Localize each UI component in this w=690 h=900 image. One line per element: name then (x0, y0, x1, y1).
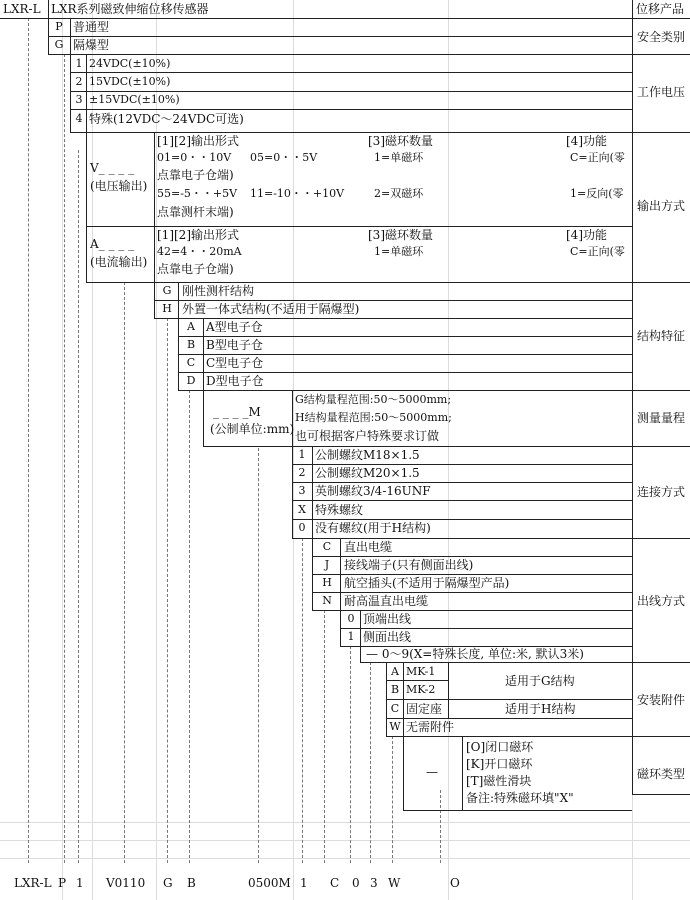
label-voltage: 工作电压 (636, 85, 685, 99)
housing-label-b: B型电子仓 (206, 338, 263, 352)
accessory-use-g: 适用于G结构 (505, 674, 575, 688)
thread-code-x: X (298, 503, 306, 516)
voltage-label-2: 15VDC(±10%) (89, 75, 171, 88)
housing-code-b: B (186, 338, 196, 351)
accessory-label-w: 无需附件 (406, 720, 455, 734)
accessory-use-h: 适用于H结构 (505, 702, 576, 716)
cable-label-c: 直出电缆 (344, 540, 393, 554)
structure-code-h: H (162, 302, 172, 315)
cable-label-h: 航空插头(不适用于隔爆型产品) (344, 576, 510, 590)
voltage-row2-d: 1=反向(零 (570, 187, 624, 200)
example-direction: 0 (352, 876, 360, 890)
accessory-code-w: W (389, 720, 401, 733)
accessory-code-b: B (390, 683, 400, 696)
voltage-code-4: 4 (75, 112, 83, 125)
safety-code-g: G (54, 38, 64, 51)
voltage-label-3: ±15VDC(±10%) (89, 93, 180, 106)
label-magnet: 磁环类型 (636, 767, 685, 781)
voltage-output-name: (电压输出) (90, 179, 148, 193)
thread-label-2: 公制螺纹M20×1.5 (315, 466, 420, 480)
example-output: V0110 (106, 876, 146, 890)
thread-label-3: 英制螺纹3/4-16UNF (315, 484, 431, 498)
label-cable: 出线方式 (636, 594, 685, 608)
direction-label-0: 顶端出线 (363, 612, 412, 626)
thread-code-3: 3 (298, 484, 306, 497)
voltage-col-rings: [3]磁环数量 (368, 134, 433, 148)
label-range: 测量量程 (636, 411, 685, 425)
accessory-label-a: MK-1 (406, 665, 436, 678)
example-structure: G (163, 876, 173, 890)
header-title: LXR系列磁致伸缩位移传感器 (51, 2, 209, 16)
voltage-row2-a: 55=-5・・+5V (157, 187, 238, 200)
label-safety: 安全类别 (636, 30, 685, 44)
example-cable-length: 3 (370, 876, 378, 890)
voltage-row2-b: 11=-10・・+10V (250, 187, 345, 200)
voltage-output-prefix: V_ _ _ _ (90, 161, 135, 175)
voltage-row2-e: 点靠测杆末端) (157, 205, 234, 219)
structure-label-g: 刚性测杆结构 (182, 284, 255, 298)
range-line-1: G结构量程范围:50～5000mm; (295, 393, 452, 406)
accessory-label-c: 固定座 (406, 702, 443, 716)
label-install: 安装附件 (636, 693, 685, 707)
example-housing: B (187, 876, 196, 890)
voltage-code-1: 1 (75, 57, 83, 70)
voltage-row1-a: 01=0・・10V (157, 151, 232, 164)
voltage-row2-c: 2=双磁环 (374, 187, 424, 200)
example-accessory: W (388, 876, 401, 890)
range-line-2: H结构量程范围:50～5000mm; (295, 411, 452, 424)
cable-code-h: H (322, 576, 332, 589)
direction-label-1: 侧面出线 (363, 630, 412, 644)
voltage-row1-c: 1=单磁环 (374, 151, 424, 164)
housing-code-c: C (186, 356, 196, 369)
magnet-option-o: [O]闭口磁环 (466, 740, 534, 754)
thread-code-1: 1 (298, 448, 306, 461)
accessory-label-b: MK-2 (406, 683, 436, 696)
accessory-code-a: A (391, 665, 399, 678)
cable-label-j: 接线端子(只有侧面出线) (344, 558, 474, 572)
header-model: LXR-L (3, 2, 41, 16)
housing-label-c: C型电子仓 (206, 356, 264, 370)
voltage-row1-e: 点靠电子仓端) (157, 168, 234, 182)
current-row1-a: 42=4・・20mA (157, 245, 242, 258)
example-safety: P (58, 876, 67, 890)
label-output: 输出方式 (636, 199, 685, 213)
label-structure: 结构特征 (636, 329, 685, 343)
cable-code-c: C (322, 540, 332, 553)
cable-length-label: — 0～9(X=特殊长度, 单位:米, 默认3米) (366, 647, 584, 661)
range-line-3: 也可根据客户特殊要求订做 (295, 429, 440, 443)
cable-code-j: J (324, 558, 330, 571)
thread-label-1: 公制螺纹M18×1.5 (315, 448, 420, 462)
range-unit: (公制单位:mm) (210, 422, 295, 436)
thread-code-2: 2 (298, 466, 306, 479)
structure-code-g: G (162, 284, 172, 297)
housing-label-a: A型电子仓 (206, 320, 263, 334)
thread-code-0: 0 (298, 521, 306, 534)
voltage-code-2: 2 (75, 75, 83, 88)
safety-label-g: 隔爆型 (73, 38, 110, 52)
header-right-title: 位移产品 (636, 2, 685, 16)
magnet-dash: — (426, 765, 438, 779)
current-row1-d: C=正向(零 (570, 245, 625, 258)
current-row1-e: 点靠电子仓端) (157, 262, 234, 276)
example-thread: 1 (300, 876, 308, 890)
direction-code-1: 1 (347, 630, 355, 643)
voltage-label-1: 24VDC(±10%) (89, 57, 171, 70)
housing-code-d: D (186, 374, 196, 387)
current-row1-c: 1=单磁环 (374, 245, 424, 258)
current-col-rings: [3]磁环数量 (368, 228, 433, 242)
accessory-code-c: C (390, 702, 400, 715)
voltage-code-3: 3 (75, 93, 83, 106)
cable-code-n: N (322, 594, 332, 607)
thread-label-0: 没有螺纹(用于H结构) (315, 521, 431, 535)
current-output-prefix: A_ _ _ _ (90, 237, 135, 251)
direction-code-0: 0 (347, 612, 355, 625)
housing-code-a: A (187, 320, 195, 333)
voltage-row1-d: C=正向(零 (570, 151, 625, 164)
voltage-col-function: [4]功能 (566, 134, 607, 148)
example-length: 0500M (248, 876, 291, 890)
current-col-form: [1][2]输出形式 (157, 228, 239, 242)
thread-label-x: 特殊螺纹 (315, 503, 364, 517)
example-magnet: O (450, 876, 460, 890)
magnet-option-t: [T]磁性滑块 (466, 774, 532, 788)
magnet-note: 备注:特殊磁环填"X" (466, 791, 574, 805)
current-col-function: [4]功能 (566, 228, 607, 242)
cable-label-n: 耐高温直出电缆 (344, 594, 429, 608)
current-output-name: (电流输出) (90, 255, 148, 269)
structure-label-h: 外置一体式结构(不适用于隔爆型) (182, 302, 360, 316)
magnet-option-k: [K]开口磁环 (466, 757, 533, 771)
housing-label-d: D型电子仓 (206, 374, 264, 388)
example-model: LXR-L (14, 876, 52, 890)
label-connect: 连接方式 (636, 485, 685, 499)
voltage-row1-b: 05=0・・5V (250, 151, 318, 164)
safety-label-p: 普通型 (73, 20, 110, 34)
voltage-col-form: [1][2]输出形式 (157, 134, 239, 148)
safety-code-p: P (55, 20, 63, 33)
range-prefix: _ _ _ _M (213, 405, 261, 419)
example-voltage: 1 (76, 876, 84, 890)
example-cable: C (330, 876, 340, 890)
voltage-label-4: 特殊(12VDC～24VDC可选) (89, 112, 244, 126)
